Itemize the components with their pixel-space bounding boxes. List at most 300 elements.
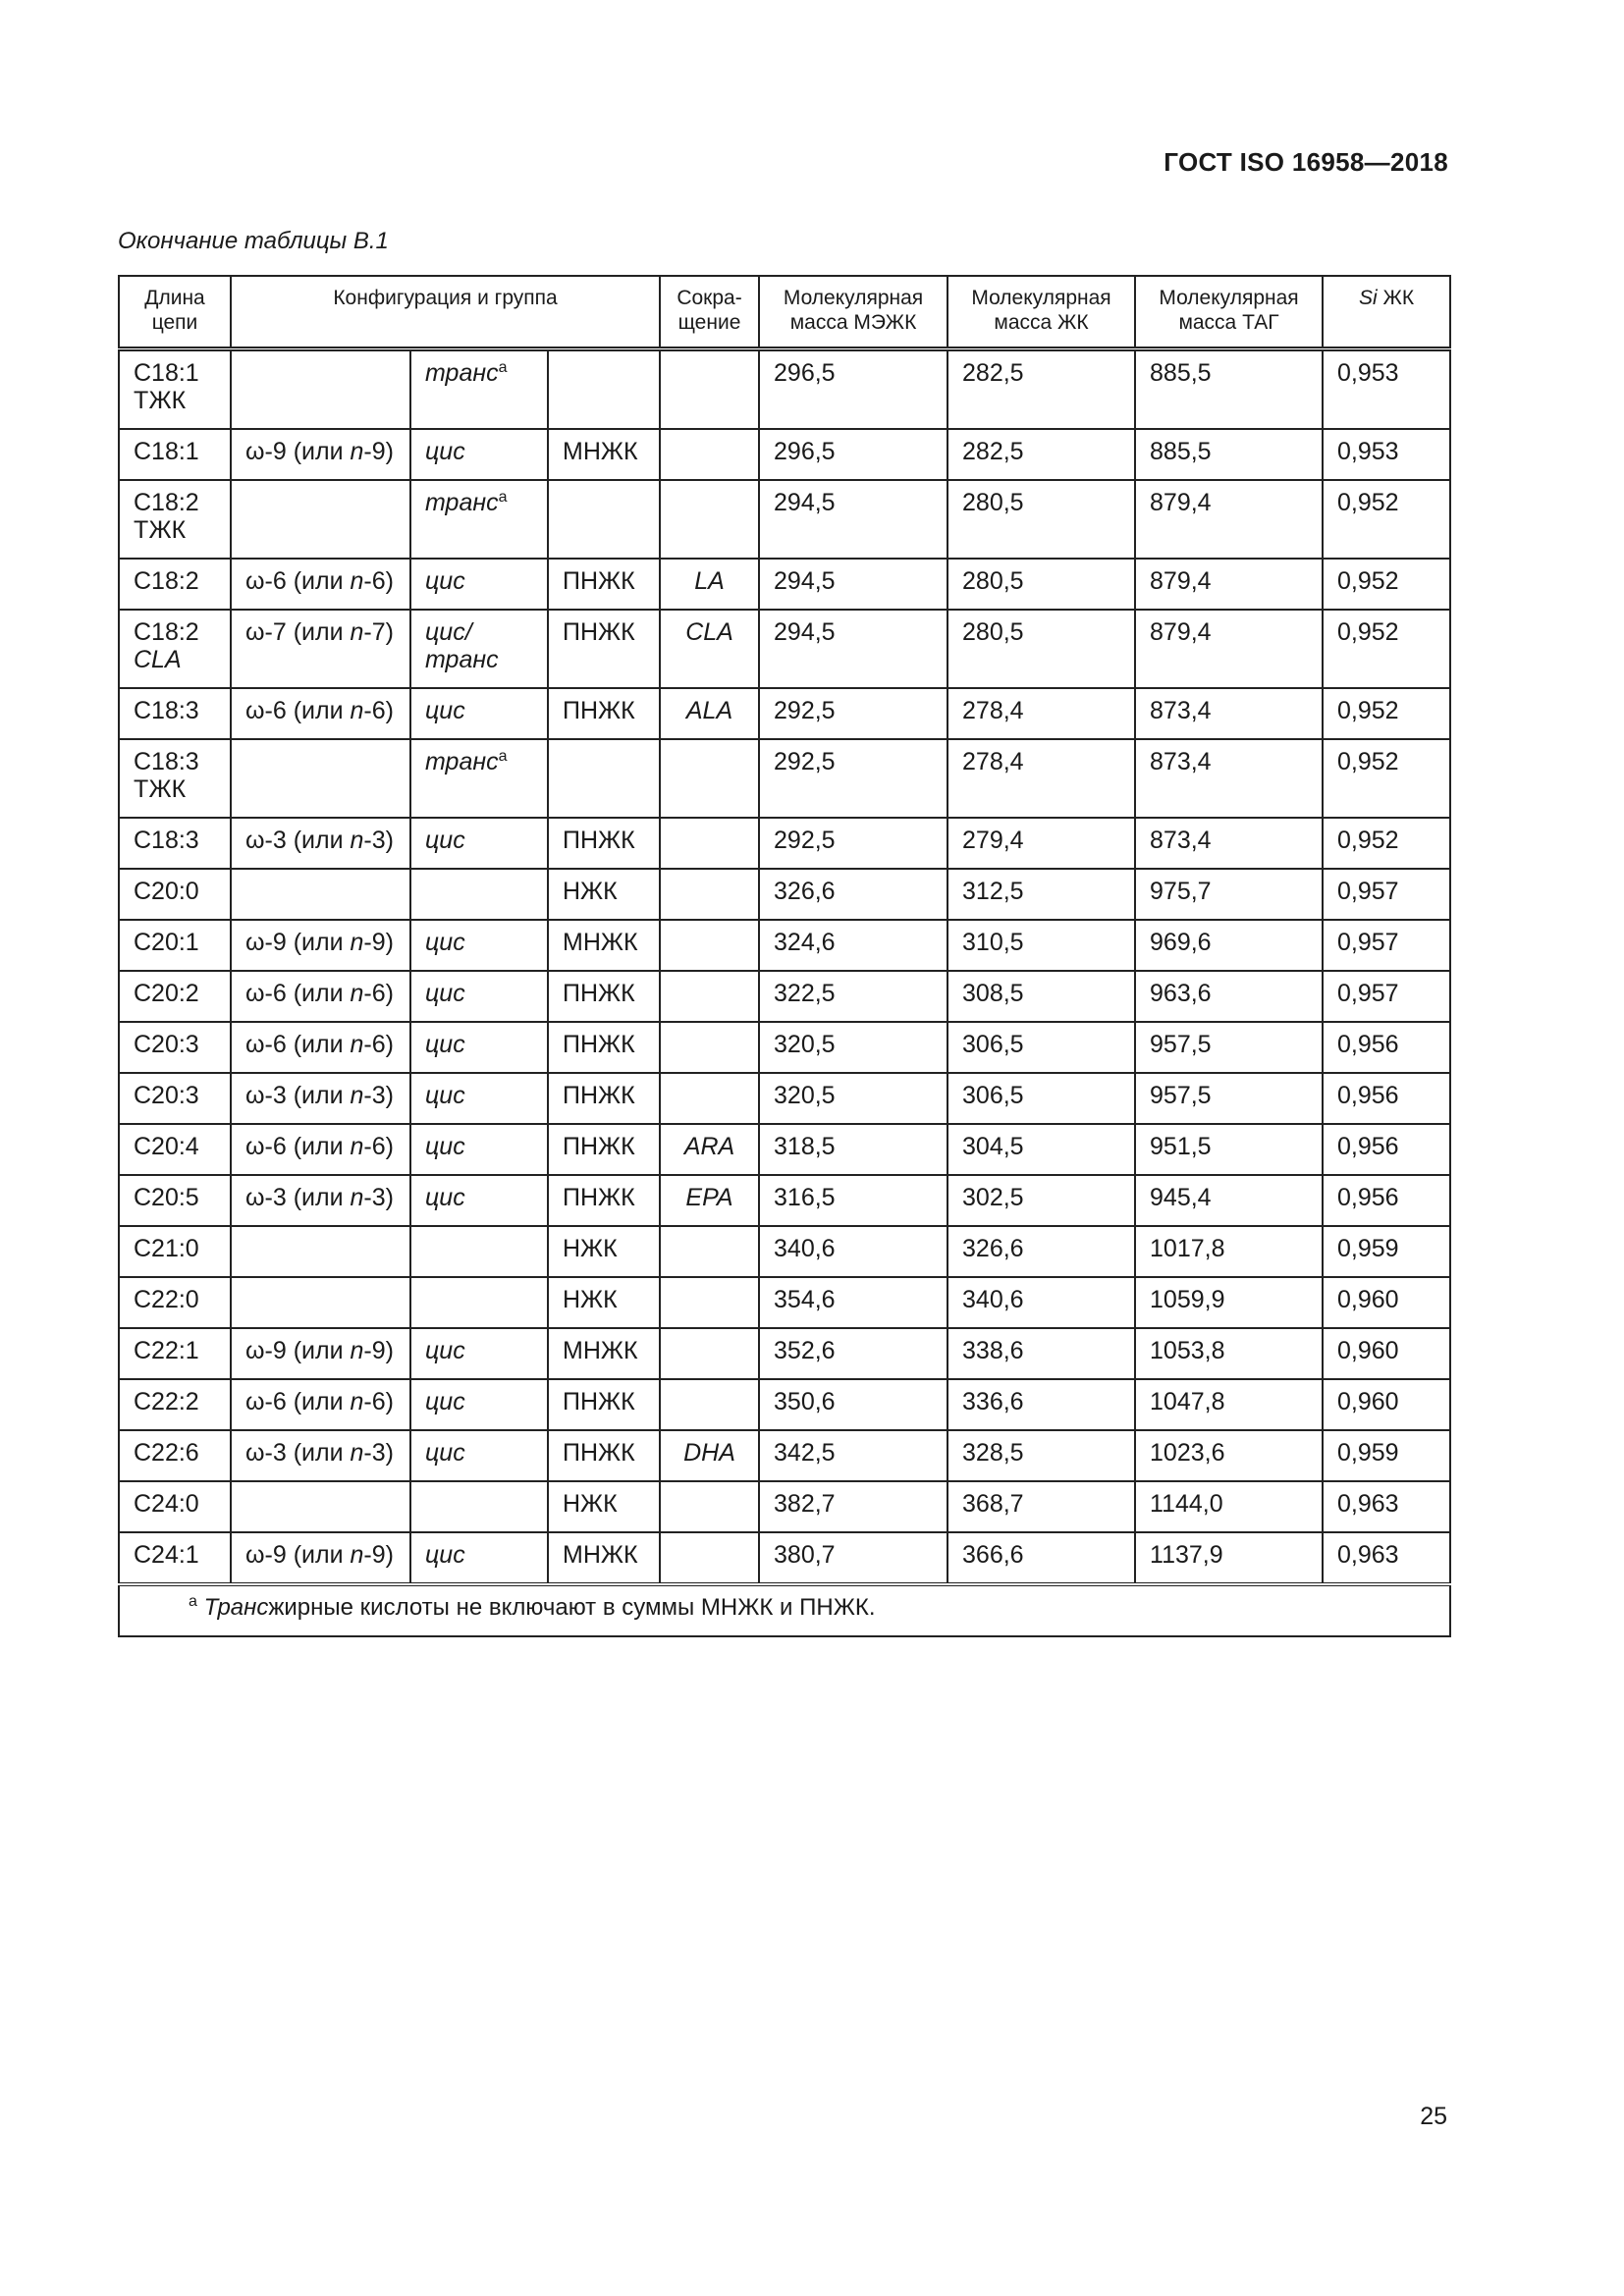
- cell-omega: [231, 559, 410, 610]
- cell-mw-tag: 957,5: [1135, 1073, 1323, 1124]
- configuration: цис: [425, 1082, 465, 1109]
- cell-si: 0,959: [1323, 1430, 1450, 1481]
- table-row: [119, 688, 1450, 739]
- cell-si: 0,959: [1323, 1226, 1450, 1277]
- configuration: цис: [425, 1133, 465, 1160]
- n-symbol: n: [350, 1133, 364, 1160]
- omega-position: -6 (или: [264, 567, 351, 595]
- chain-value: C24:0: [134, 1490, 199, 1518]
- omega-tail: -6): [363, 1031, 394, 1058]
- cell-abbr: [660, 1073, 759, 1124]
- footnote-italic: Транс: [203, 1594, 269, 1621]
- configuration: цис: [425, 697, 465, 724]
- cell-configuration: [410, 1175, 548, 1226]
- header-config: Конфигурация и группа: [231, 276, 660, 349]
- cell-group: МНЖК: [548, 1328, 660, 1379]
- cell-abbr: [660, 1532, 759, 1584]
- cell-mw-fa: 278,4: [947, 688, 1135, 739]
- header-mw-tag: Молекулярная масса ТАГ: [1135, 276, 1323, 349]
- cell-configuration: [410, 1532, 548, 1584]
- n-symbol: n: [350, 1082, 364, 1109]
- cell-mw-fame: 316,5: [759, 1175, 947, 1226]
- omega-position: -6 (или: [264, 1388, 351, 1415]
- omega-position: -9 (или: [264, 929, 351, 956]
- cell-chain: [119, 1124, 231, 1175]
- cell-chain: [119, 920, 231, 971]
- n-symbol: n: [350, 1031, 364, 1058]
- cell-mw-fame: 320,5: [759, 1073, 947, 1124]
- n-symbol: n: [350, 1439, 364, 1467]
- omega-symbol: ω: [245, 827, 265, 854]
- omega-tail: -3): [363, 1082, 394, 1109]
- omega-symbol: ω: [245, 438, 265, 465]
- omega-tail: -9): [363, 1541, 394, 1569]
- omega-tail: -6): [363, 567, 394, 595]
- cell-configuration: [410, 818, 548, 869]
- cell-abbr: [660, 480, 759, 559]
- cell-chain: [119, 818, 231, 869]
- cell-omega: [231, 688, 410, 739]
- footnote-ref: a: [498, 359, 508, 376]
- omega-tail: -9): [363, 438, 394, 465]
- cell-si: 0,952: [1323, 688, 1450, 739]
- table-row: [119, 1532, 1450, 1584]
- configuration: цис: [425, 438, 465, 465]
- cell-si: 0,957: [1323, 920, 1450, 971]
- cell-si: 0,952: [1323, 559, 1450, 610]
- cell-omega: [231, 1022, 410, 1073]
- omega-tail: -7): [363, 618, 394, 646]
- cell-mw-tag: 1137,9: [1135, 1532, 1323, 1584]
- cell-mw-tag: 1059,9: [1135, 1277, 1323, 1328]
- cell-mw-fame: 352,6: [759, 1328, 947, 1379]
- header-si: [1323, 276, 1450, 349]
- configuration: цис: [425, 1337, 465, 1364]
- cell-si: 0,952: [1323, 480, 1450, 559]
- cell-mw-tag: 879,4: [1135, 480, 1323, 559]
- chain-value: C20:0: [134, 878, 199, 905]
- table-row: [119, 818, 1450, 869]
- cell-mw-fame: 292,5: [759, 739, 947, 818]
- cell-mw-tag: 975,7: [1135, 869, 1323, 920]
- n-symbol: n: [350, 1388, 364, 1415]
- cell-configuration: [410, 559, 548, 610]
- cell-configuration: [410, 349, 548, 430]
- omega-tail: -9): [363, 929, 394, 956]
- cell-mw-fa: 282,5: [947, 429, 1135, 480]
- omega-position: -7 (или: [264, 618, 351, 646]
- cell-mw-tag: 1023,6: [1135, 1430, 1323, 1481]
- table-row: [119, 1175, 1450, 1226]
- configuration: цис/: [425, 618, 472, 646]
- omega-symbol: ω: [245, 929, 265, 956]
- omega-symbol: ω: [245, 1031, 265, 1058]
- cell-omega: [231, 1277, 410, 1328]
- table-row: [119, 349, 1450, 430]
- footnote-ref: a: [498, 748, 508, 765]
- cell-mw-fame: 296,5: [759, 349, 947, 430]
- omega-position: -3 (или: [264, 1184, 351, 1211]
- cell-mw-fa: 282,5: [947, 349, 1135, 430]
- cell-mw-tag: 885,5: [1135, 349, 1323, 430]
- configuration: цис: [425, 567, 465, 595]
- chain-value: C18:1: [134, 438, 199, 465]
- cell-mw-fa: 279,4: [947, 818, 1135, 869]
- table-row: [119, 1124, 1450, 1175]
- configuration: цис: [425, 1541, 465, 1569]
- cell-group: [548, 349, 660, 430]
- cell-mw-tag: 873,4: [1135, 688, 1323, 739]
- configuration: транс: [425, 748, 499, 775]
- table-row: [119, 429, 1450, 480]
- cell-omega: [231, 1430, 410, 1481]
- cell-mw-tag: 1144,0: [1135, 1481, 1323, 1532]
- n-symbol: n: [350, 929, 364, 956]
- cell-si: 0,960: [1323, 1277, 1450, 1328]
- chain-value: C22:1: [134, 1337, 199, 1364]
- cell-chain: [119, 480, 231, 559]
- omega-symbol: ω: [245, 1541, 265, 1569]
- cell-mw-tag: 945,4: [1135, 1175, 1323, 1226]
- cell-abbr: LA: [660, 559, 759, 610]
- cell-omega: [231, 429, 410, 480]
- cell-mw-fame: 354,6: [759, 1277, 947, 1328]
- table-caption: Окончание таблицы В.1: [118, 228, 389, 254]
- omega-tail: -3): [363, 1184, 394, 1211]
- cell-abbr: [660, 1277, 759, 1328]
- cell-si: 0,963: [1323, 1481, 1450, 1532]
- table-row: [119, 480, 1450, 559]
- configuration: цис: [425, 1388, 465, 1415]
- cell-abbr: [660, 1379, 759, 1430]
- cell-mw-fame: 322,5: [759, 971, 947, 1022]
- omega-tail: -9): [363, 1337, 394, 1364]
- cell-mw-tag: 873,4: [1135, 739, 1323, 818]
- cell-configuration: [410, 1277, 548, 1328]
- cell-mw-fa: 278,4: [947, 739, 1135, 818]
- cell-configuration: [410, 920, 548, 971]
- cell-mw-fame: 292,5: [759, 818, 947, 869]
- cell-si: 0,963: [1323, 1532, 1450, 1584]
- omega-position: -9 (или: [264, 1337, 351, 1364]
- header-mw-fame: Молекулярная масса МЭЖК: [759, 276, 947, 349]
- chain-value: C18:1: [134, 359, 199, 387]
- configuration: транс: [425, 359, 499, 387]
- cell-mw-fame: 342,5: [759, 1430, 947, 1481]
- cell-configuration: [410, 1022, 548, 1073]
- omega-position: -3 (или: [264, 827, 351, 854]
- cell-group: ПНЖК: [548, 559, 660, 610]
- configuration: цис: [425, 827, 465, 854]
- cell-chain: [119, 559, 231, 610]
- omega-tail: -3): [363, 827, 394, 854]
- cell-mw-fa: 308,5: [947, 971, 1135, 1022]
- chain-suffix: ТЖК: [134, 516, 187, 544]
- n-symbol: n: [350, 567, 364, 595]
- cell-chain: [119, 1022, 231, 1073]
- table-row: [119, 1481, 1450, 1532]
- cell-chain: [119, 1532, 231, 1584]
- omega-symbol: ω: [245, 1184, 265, 1211]
- cell-omega: [231, 480, 410, 559]
- cell-omega: [231, 1175, 410, 1226]
- footnote-text: жирные кислоты не включают в суммы МНЖК и ПНЖК.: [268, 1594, 876, 1621]
- omega-symbol: ω: [245, 980, 265, 1007]
- table-header-row: [119, 276, 1450, 349]
- n-symbol: n: [350, 1184, 364, 1211]
- n-symbol: n: [350, 697, 364, 724]
- omega-position: -3 (или: [264, 1082, 351, 1109]
- chain-value: C21:0: [134, 1235, 199, 1262]
- cell-mw-tag: 1017,8: [1135, 1226, 1323, 1277]
- table-row: [119, 739, 1450, 818]
- cell-mw-fame: 318,5: [759, 1124, 947, 1175]
- cell-mw-fa: 328,5: [947, 1430, 1135, 1481]
- chain-value: C22:0: [134, 1286, 199, 1313]
- cell-mw-fame: 320,5: [759, 1022, 947, 1073]
- cell-mw-fame: 382,7: [759, 1481, 947, 1532]
- table-row: [119, 971, 1450, 1022]
- cell-abbr: EPA: [660, 1175, 759, 1226]
- cell-omega: [231, 1532, 410, 1584]
- cell-mw-tag: 957,5: [1135, 1022, 1323, 1073]
- cell-chain: [119, 739, 231, 818]
- footnote-ref: a: [498, 489, 508, 506]
- cell-configuration: [410, 1379, 548, 1430]
- cell-configuration: [410, 869, 548, 920]
- cell-group: МНЖК: [548, 429, 660, 480]
- cell-mw-tag: 969,6: [1135, 920, 1323, 971]
- header-mw-fa: Молекулярная масса ЖК: [947, 276, 1135, 349]
- chain-value: C20:3: [134, 1082, 199, 1109]
- table-row: [119, 869, 1450, 920]
- cell-chain: [119, 1277, 231, 1328]
- table-row: [119, 1022, 1450, 1073]
- cell-si: 0,957: [1323, 869, 1450, 920]
- omega-symbol: ω: [245, 697, 265, 724]
- cell-omega: [231, 1379, 410, 1430]
- cell-group: НЖК: [548, 1277, 660, 1328]
- chain-value: C18:3: [134, 827, 199, 854]
- omega-symbol: ω: [245, 1133, 265, 1160]
- cell-group: ПНЖК: [548, 1430, 660, 1481]
- chain-value: C20:3: [134, 1031, 199, 1058]
- page-number: 25: [1420, 2103, 1447, 2130]
- n-symbol: n: [350, 618, 364, 646]
- chain-suffix: CLA: [134, 646, 182, 673]
- cell-configuration: [410, 688, 548, 739]
- cell-mw-fame: 294,5: [759, 559, 947, 610]
- cell-si: 0,952: [1323, 818, 1450, 869]
- cell-omega: [231, 920, 410, 971]
- cell-configuration: [410, 429, 548, 480]
- chain-value: C20:4: [134, 1133, 199, 1160]
- cell-mw-tag: 963,6: [1135, 971, 1323, 1022]
- cell-si: 0,956: [1323, 1175, 1450, 1226]
- cell-omega: [231, 1124, 410, 1175]
- table-row: [119, 1226, 1450, 1277]
- omega-tail: -6): [363, 980, 394, 1007]
- configuration: цис: [425, 929, 465, 956]
- table-row: [119, 1277, 1450, 1328]
- cell-si: 0,956: [1323, 1124, 1450, 1175]
- cell-group: МНЖК: [548, 1532, 660, 1584]
- cell-mw-fa: 304,5: [947, 1124, 1135, 1175]
- cell-si: 0,956: [1323, 1022, 1450, 1073]
- omega-position: -9 (или: [264, 438, 351, 465]
- cell-mw-tag: 1047,8: [1135, 1379, 1323, 1430]
- chain-value: C18:3: [134, 748, 199, 775]
- configuration: цис: [425, 980, 465, 1007]
- document-code: ГОСТ ISO 16958—2018: [1164, 147, 1448, 177]
- cell-mw-fa: 310,5: [947, 920, 1135, 971]
- cell-omega: [231, 1226, 410, 1277]
- table-row: [119, 1430, 1450, 1481]
- cell-chain: [119, 869, 231, 920]
- cell-abbr: [660, 1328, 759, 1379]
- cell-group: НЖК: [548, 1226, 660, 1277]
- cell-abbr: [660, 739, 759, 818]
- cell-mw-fa: 306,5: [947, 1073, 1135, 1124]
- cell-configuration: [410, 971, 548, 1022]
- omega-symbol: ω: [245, 1337, 265, 1364]
- table-row: [119, 610, 1450, 688]
- cell-omega: [231, 349, 410, 430]
- n-symbol: n: [350, 438, 364, 465]
- cell-mw-tag: 1053,8: [1135, 1328, 1323, 1379]
- cell-mw-fame: 294,5: [759, 610, 947, 688]
- cell-configuration: [410, 1328, 548, 1379]
- cell-omega: [231, 971, 410, 1022]
- cell-mw-fame: 380,7: [759, 1532, 947, 1584]
- omega-symbol: ω: [245, 618, 265, 646]
- chain-value: C18:2: [134, 567, 199, 595]
- cell-group: ПНЖК: [548, 1073, 660, 1124]
- omega-symbol: ω: [245, 1082, 265, 1109]
- cell-chain: [119, 610, 231, 688]
- cell-mw-fame: 340,6: [759, 1226, 947, 1277]
- cell-group: ПНЖК: [548, 688, 660, 739]
- cell-mw-fa: 280,5: [947, 559, 1135, 610]
- cell-abbr: [660, 818, 759, 869]
- omega-position: -6 (или: [264, 697, 351, 724]
- cell-chain: [119, 971, 231, 1022]
- cell-configuration: [410, 1073, 548, 1124]
- chain-suffix: ТЖК: [134, 387, 187, 414]
- cell-omega: [231, 818, 410, 869]
- cell-abbr: CLA: [660, 610, 759, 688]
- chain-value: C18:2: [134, 618, 199, 646]
- cell-si: 0,953: [1323, 429, 1450, 480]
- cell-mw-fa: 336,6: [947, 1379, 1135, 1430]
- cell-group: НЖК: [548, 869, 660, 920]
- cell-group: ПНЖК: [548, 971, 660, 1022]
- cell-chain: [119, 349, 231, 430]
- cell-omega: [231, 739, 410, 818]
- omega-tail: -6): [363, 697, 394, 724]
- cell-chain: [119, 429, 231, 480]
- cell-configuration: [410, 480, 548, 559]
- cell-mw-tag: 879,4: [1135, 610, 1323, 688]
- cell-chain: [119, 1481, 231, 1532]
- omega-position: -6 (или: [264, 1133, 351, 1160]
- cell-mw-fame: 292,5: [759, 688, 947, 739]
- cell-abbr: [660, 869, 759, 920]
- cell-configuration: [410, 1226, 548, 1277]
- cell-si: 0,952: [1323, 739, 1450, 818]
- cell-mw-fa: 312,5: [947, 869, 1135, 920]
- cell-group: НЖК: [548, 1481, 660, 1532]
- configuration: цис: [425, 1031, 465, 1058]
- cell-chain: [119, 1073, 231, 1124]
- cell-omega: [231, 1073, 410, 1124]
- chain-value: C22:6: [134, 1439, 199, 1467]
- omega-position: -6 (или: [264, 980, 351, 1007]
- table-row: [119, 1379, 1450, 1430]
- cell-configuration: [410, 610, 548, 688]
- omega-position: -3 (или: [264, 1439, 351, 1467]
- cell-abbr: [660, 1481, 759, 1532]
- omega-position: -6 (или: [264, 1031, 351, 1058]
- configuration-2: транс: [425, 646, 499, 673]
- n-symbol: n: [350, 1541, 364, 1569]
- cell-chain: [119, 688, 231, 739]
- cell-omega: [231, 869, 410, 920]
- cell-group: ПНЖК: [548, 1124, 660, 1175]
- header-si-symbol: Si: [1358, 287, 1378, 309]
- cell-configuration: [410, 1430, 548, 1481]
- cell-si: 0,957: [1323, 971, 1450, 1022]
- cell-mw-tag: 873,4: [1135, 818, 1323, 869]
- cell-si: 0,960: [1323, 1379, 1450, 1430]
- header-chain: Длина цепи: [119, 276, 231, 349]
- cell-mw-fa: 302,5: [947, 1175, 1135, 1226]
- cell-group: ПНЖК: [548, 1175, 660, 1226]
- cell-mw-tag: 885,5: [1135, 429, 1323, 480]
- omega-symbol: ω: [245, 567, 265, 595]
- cell-mw-fame: 296,5: [759, 429, 947, 480]
- cell-mw-fa: 326,6: [947, 1226, 1135, 1277]
- cell-group: [548, 480, 660, 559]
- cell-chain: [119, 1328, 231, 1379]
- cell-mw-fame: 324,6: [759, 920, 947, 971]
- cell-mw-fa: 340,6: [947, 1277, 1135, 1328]
- cell-chain: [119, 1379, 231, 1430]
- cell-group: ПНЖК: [548, 818, 660, 869]
- cell-configuration: [410, 1124, 548, 1175]
- omega-tail: -6): [363, 1133, 394, 1160]
- cell-mw-fa: 368,7: [947, 1481, 1135, 1532]
- cell-abbr: [660, 971, 759, 1022]
- header-si-rest: ЖК: [1377, 287, 1415, 309]
- cell-chain: [119, 1175, 231, 1226]
- cell-chain: [119, 1430, 231, 1481]
- table-row: [119, 559, 1450, 610]
- cell-mw-fa: 338,6: [947, 1328, 1135, 1379]
- cell-abbr: ALA: [660, 688, 759, 739]
- cell-abbr: [660, 1226, 759, 1277]
- omega-position: -9 (или: [264, 1541, 351, 1569]
- omega-tail: -3): [363, 1439, 394, 1467]
- cell-si: 0,952: [1323, 610, 1450, 688]
- chain-value: C18:3: [134, 697, 199, 724]
- n-symbol: n: [350, 1337, 364, 1364]
- header-abbr: Сокра-щение: [660, 276, 759, 349]
- n-symbol: n: [350, 827, 364, 854]
- cell-mw-fa: 280,5: [947, 610, 1135, 688]
- cell-configuration: [410, 739, 548, 818]
- cell-mw-tag: 879,4: [1135, 559, 1323, 610]
